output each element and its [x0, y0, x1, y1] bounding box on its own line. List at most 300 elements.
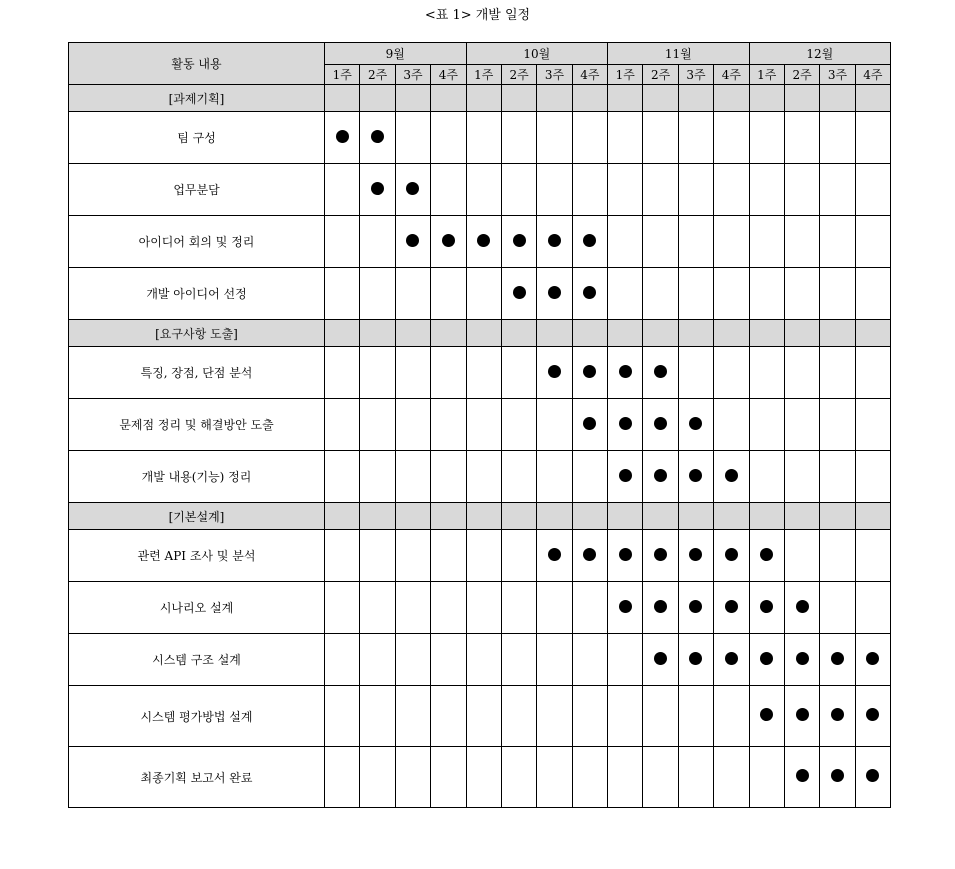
schedule-dot [619, 417, 632, 430]
week-cell [608, 164, 643, 216]
schedule-dot [725, 469, 738, 482]
schedule-dot [654, 469, 667, 482]
week-cell [501, 320, 536, 347]
week-cell [360, 268, 395, 320]
week-cell [643, 268, 678, 320]
week-cell [431, 112, 466, 164]
schedule-dot [725, 652, 738, 665]
week-cell [678, 582, 713, 634]
week-cell [855, 268, 890, 320]
week-cell [855, 320, 890, 347]
week-cell [678, 634, 713, 686]
schedule-dot [336, 130, 349, 143]
week-cell [537, 347, 572, 399]
section-row [69, 85, 891, 112]
schedule-dot [866, 708, 879, 721]
week-cell [784, 320, 819, 347]
task-row [69, 634, 891, 686]
schedule-dot [654, 600, 667, 613]
task-label: 관련 API 조사 및 분석 [69, 530, 325, 582]
week-cell [395, 164, 430, 216]
week-cell [431, 451, 466, 503]
week-cell [855, 686, 890, 747]
schedule-dot [831, 708, 844, 721]
section-label: [요구사항 도출] [69, 320, 325, 347]
week-header: 1주 [466, 65, 501, 85]
task-label: 팀 구성 [69, 112, 325, 164]
week-cell [360, 347, 395, 399]
week-cell [360, 503, 395, 530]
week-cell [749, 164, 784, 216]
week-cell [395, 112, 430, 164]
week-header: 3주 [537, 65, 572, 85]
week-cell [466, 582, 501, 634]
month-header: 10월 [466, 43, 608, 65]
week-cell [572, 530, 607, 582]
week-cell [431, 634, 466, 686]
week-cell [784, 268, 819, 320]
week-cell [395, 582, 430, 634]
week-cell [325, 164, 360, 216]
week-cell [678, 347, 713, 399]
week-cell [820, 582, 855, 634]
schedule-dot [796, 708, 809, 721]
week-cell [784, 85, 819, 112]
schedule-dot [371, 182, 384, 195]
week-cell [537, 747, 572, 808]
week-cell [501, 268, 536, 320]
schedule-dot [513, 286, 526, 299]
week-cell [855, 582, 890, 634]
week-header: 4주 [572, 65, 607, 85]
week-cell [325, 320, 360, 347]
week-cell [714, 582, 749, 634]
week-cell [678, 320, 713, 347]
week-header: 1주 [608, 65, 643, 85]
week-cell [466, 268, 501, 320]
task-row [69, 347, 891, 399]
week-cell [360, 582, 395, 634]
week-cell [572, 747, 607, 808]
week-cell [395, 747, 430, 808]
week-cell [466, 85, 501, 112]
schedule-dot [619, 365, 632, 378]
schedule-dot [725, 548, 738, 561]
schedule-dot [760, 652, 773, 665]
week-cell [466, 399, 501, 451]
task-label: 시나리오 설계 [69, 582, 325, 634]
task-label: 시스템 구조 설계 [69, 634, 325, 686]
week-cell [360, 747, 395, 808]
week-cell [855, 503, 890, 530]
month-header: 9월 [325, 43, 467, 65]
schedule-dot [477, 234, 490, 247]
week-cell [678, 530, 713, 582]
task-row [69, 747, 891, 808]
week-cell [820, 634, 855, 686]
week-cell [749, 320, 784, 347]
week-cell [395, 85, 430, 112]
week-cell [395, 451, 430, 503]
week-cell [501, 85, 536, 112]
week-cell [360, 634, 395, 686]
week-cell [714, 216, 749, 268]
task-row [69, 582, 891, 634]
week-cell [678, 451, 713, 503]
week-cell [431, 164, 466, 216]
week-cell [749, 503, 784, 530]
week-cell [395, 634, 430, 686]
week-cell [820, 503, 855, 530]
week-cell [643, 503, 678, 530]
week-cell [395, 216, 430, 268]
week-cell [572, 164, 607, 216]
week-cell [855, 164, 890, 216]
week-cell [431, 582, 466, 634]
week-cell [714, 164, 749, 216]
week-cell [395, 268, 430, 320]
week-cell [855, 347, 890, 399]
week-cell [325, 347, 360, 399]
task-row [69, 530, 891, 582]
section-row [69, 503, 891, 530]
week-header: 3주 [678, 65, 713, 85]
schedule-dot [583, 234, 596, 247]
section-row [69, 320, 891, 347]
week-cell [572, 399, 607, 451]
week-cell [749, 530, 784, 582]
week-cell [608, 451, 643, 503]
week-cell [714, 686, 749, 747]
week-cell [572, 85, 607, 112]
schedule-dot [831, 769, 844, 782]
week-cell [784, 347, 819, 399]
week-cell [678, 686, 713, 747]
week-cell [501, 112, 536, 164]
task-label: 시스템 평가방법 설계 [69, 686, 325, 747]
week-cell [360, 530, 395, 582]
week-cell [643, 164, 678, 216]
week-cell [501, 747, 536, 808]
week-cell [820, 216, 855, 268]
week-cell [431, 399, 466, 451]
week-cell [501, 686, 536, 747]
week-header: 1주 [749, 65, 784, 85]
week-cell [714, 503, 749, 530]
week-cell [395, 399, 430, 451]
week-cell [714, 112, 749, 164]
schedule-dot [796, 600, 809, 613]
week-cell [360, 451, 395, 503]
week-cell [572, 451, 607, 503]
schedule-dot [866, 769, 879, 782]
schedule-dot [654, 417, 667, 430]
week-cell [784, 686, 819, 747]
schedule-dot [583, 417, 596, 430]
month-header: 11월 [608, 43, 750, 65]
week-cell [608, 686, 643, 747]
schedule-dot [513, 234, 526, 247]
week-cell [714, 634, 749, 686]
schedule-dot [866, 652, 879, 665]
week-cell [466, 347, 501, 399]
schedule-dot [371, 130, 384, 143]
week-cell [643, 451, 678, 503]
week-cell [678, 85, 713, 112]
schedule-dot [760, 600, 773, 613]
week-cell [608, 85, 643, 112]
week-cell [784, 216, 819, 268]
week-cell [855, 85, 890, 112]
week-cell [820, 686, 855, 747]
task-row [69, 216, 891, 268]
week-cell [501, 347, 536, 399]
week-cell [714, 347, 749, 399]
week-header: 2주 [360, 65, 395, 85]
week-cell [643, 634, 678, 686]
task-label: 특징, 장점, 단점 분석 [69, 347, 325, 399]
week-cell [714, 399, 749, 451]
week-cell [325, 582, 360, 634]
schedule-dot [583, 365, 596, 378]
task-row [69, 112, 891, 164]
week-cell [325, 451, 360, 503]
week-cell [395, 503, 430, 530]
week-cell [749, 399, 784, 451]
task-label: 문제점 정리 및 해결방안 도출 [69, 399, 325, 451]
week-cell [714, 451, 749, 503]
week-cell [608, 268, 643, 320]
week-cell [643, 582, 678, 634]
week-cell [643, 320, 678, 347]
week-cell [572, 347, 607, 399]
schedule-dot [548, 234, 561, 247]
schedule-dot [725, 600, 738, 613]
task-label: 업무분담 [69, 164, 325, 216]
week-cell [431, 747, 466, 808]
task-row [69, 399, 891, 451]
week-cell [360, 112, 395, 164]
week-cell [431, 347, 466, 399]
week-cell [360, 164, 395, 216]
schedule-dot [796, 652, 809, 665]
week-cell [784, 530, 819, 582]
week-cell [678, 747, 713, 808]
week-cell [643, 686, 678, 747]
schedule-dot [619, 469, 632, 482]
week-cell [855, 399, 890, 451]
week-cell [466, 634, 501, 686]
week-cell [855, 112, 890, 164]
week-cell [678, 216, 713, 268]
development-schedule-table [68, 42, 891, 808]
week-cell [749, 451, 784, 503]
week-cell [466, 530, 501, 582]
schedule-dot [831, 652, 844, 665]
week-cell [431, 503, 466, 530]
week-cell [501, 399, 536, 451]
week-cell [431, 320, 466, 347]
week-cell [466, 164, 501, 216]
week-cell [360, 320, 395, 347]
week-cell [360, 216, 395, 268]
week-cell [820, 530, 855, 582]
week-cell [608, 582, 643, 634]
week-cell [466, 451, 501, 503]
week-cell [749, 634, 784, 686]
week-header: 3주 [820, 65, 855, 85]
week-cell [395, 686, 430, 747]
week-cell [714, 530, 749, 582]
week-cell [678, 164, 713, 216]
week-header: 4주 [431, 65, 466, 85]
week-header: 2주 [784, 65, 819, 85]
week-cell [572, 216, 607, 268]
week-cell [431, 530, 466, 582]
week-header: 2주 [643, 65, 678, 85]
week-cell [537, 503, 572, 530]
week-cell [855, 747, 890, 808]
week-cell [501, 503, 536, 530]
week-cell [643, 216, 678, 268]
week-cell [855, 216, 890, 268]
task-row [69, 268, 891, 320]
schedule-dot [654, 365, 667, 378]
week-cell [325, 530, 360, 582]
week-cell [820, 112, 855, 164]
week-cell [749, 85, 784, 112]
week-cell [501, 451, 536, 503]
week-cell [643, 530, 678, 582]
week-cell [749, 347, 784, 399]
week-cell [784, 503, 819, 530]
week-cell [749, 686, 784, 747]
schedule-dot [689, 652, 702, 665]
week-cell [325, 634, 360, 686]
week-cell [537, 451, 572, 503]
week-cell [608, 503, 643, 530]
week-cell [572, 268, 607, 320]
week-cell [325, 686, 360, 747]
week-cell [643, 112, 678, 164]
week-cell [431, 85, 466, 112]
week-cell [643, 85, 678, 112]
week-cell [431, 686, 466, 747]
section-label: [과제기획] [69, 85, 325, 112]
week-cell [466, 320, 501, 347]
week-cell [325, 399, 360, 451]
week-cell [784, 582, 819, 634]
week-cell [820, 747, 855, 808]
schedule-dot [689, 417, 702, 430]
schedule-dot [689, 600, 702, 613]
week-cell [466, 747, 501, 808]
week-cell [820, 347, 855, 399]
schedule-dot [654, 548, 667, 561]
week-cell [855, 451, 890, 503]
week-cell [714, 85, 749, 112]
week-cell [431, 216, 466, 268]
week-header: 4주 [855, 65, 890, 85]
month-header: 12월 [749, 43, 891, 65]
week-cell [537, 399, 572, 451]
schedule-dot [619, 600, 632, 613]
schedule-dot [406, 234, 419, 247]
schedule-dot [654, 652, 667, 665]
week-cell [784, 399, 819, 451]
week-cell [820, 399, 855, 451]
week-cell [325, 503, 360, 530]
week-cell [820, 451, 855, 503]
week-cell [678, 503, 713, 530]
week-cell [714, 268, 749, 320]
schedule-dot [583, 548, 596, 561]
week-cell [501, 216, 536, 268]
week-cell [714, 320, 749, 347]
week-cell [820, 320, 855, 347]
week-cell [501, 634, 536, 686]
week-cell [608, 747, 643, 808]
week-cell [784, 634, 819, 686]
week-cell [572, 634, 607, 686]
week-cell [749, 268, 784, 320]
week-cell [572, 320, 607, 347]
week-cell [537, 164, 572, 216]
week-cell [537, 686, 572, 747]
schedule-dot [442, 234, 455, 247]
week-cell [466, 686, 501, 747]
week-cell [537, 582, 572, 634]
week-cell [325, 85, 360, 112]
table-caption: <표 1> 개발 일정 [424, 8, 531, 23]
week-cell [820, 268, 855, 320]
week-cell [643, 747, 678, 808]
week-cell [537, 85, 572, 112]
week-cell [360, 399, 395, 451]
week-cell [501, 164, 536, 216]
week-cell [325, 268, 360, 320]
week-cell [784, 112, 819, 164]
week-cell [855, 634, 890, 686]
task-row [69, 164, 891, 216]
week-header: 3주 [395, 65, 430, 85]
week-cell [749, 582, 784, 634]
week-cell [678, 112, 713, 164]
week-cell [501, 582, 536, 634]
week-cell [784, 747, 819, 808]
week-cell [325, 216, 360, 268]
week-cell [325, 112, 360, 164]
week-cell [537, 112, 572, 164]
schedule-dot [548, 286, 561, 299]
week-cell [608, 216, 643, 268]
week-cell [678, 399, 713, 451]
week-cell [608, 320, 643, 347]
week-header: 4주 [714, 65, 749, 85]
schedule-dot [760, 548, 773, 561]
week-header: 2주 [501, 65, 536, 85]
week-cell [855, 530, 890, 582]
week-cell [608, 347, 643, 399]
week-cell [608, 634, 643, 686]
task-label: 개발 아이디어 선정 [69, 268, 325, 320]
schedule-dot [689, 469, 702, 482]
week-cell [572, 503, 607, 530]
week-cell [608, 112, 643, 164]
week-cell [749, 216, 784, 268]
week-header: 1주 [325, 65, 360, 85]
week-cell [537, 320, 572, 347]
